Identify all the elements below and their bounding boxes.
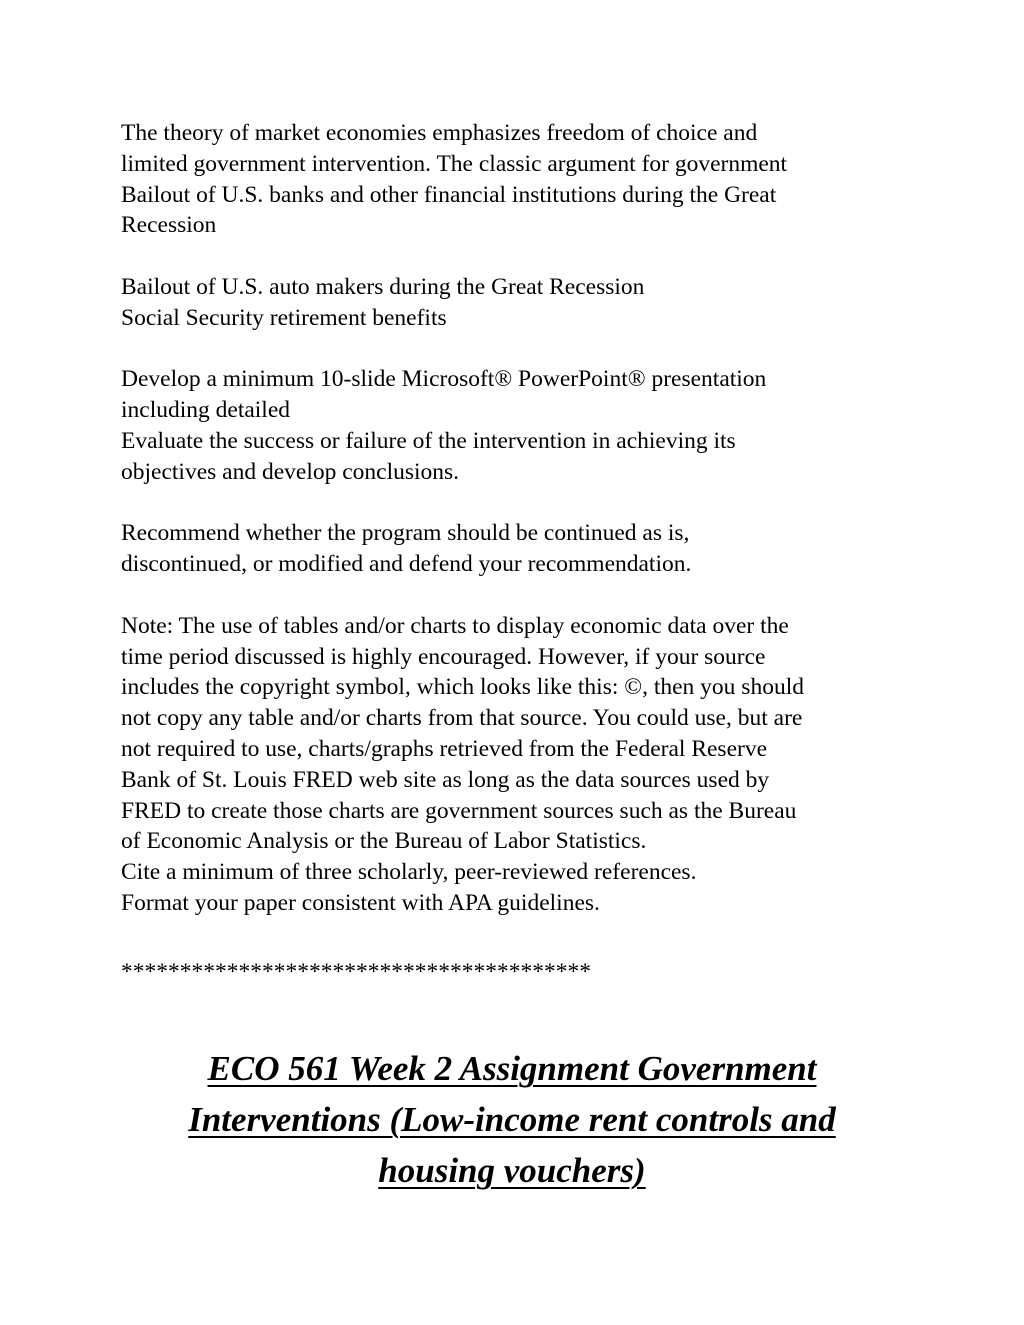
text-line: of Economic Analysis or the Bureau of Labor Statistics.: [121, 828, 647, 855]
text-line: includes the copyright symbol, which looks like this: ©, then you should: [121, 674, 804, 701]
text-line: Recession: [121, 212, 217, 239]
section-heading: [100, 1043, 924, 1196]
paragraph-topics: [121, 272, 911, 334]
text-line: objectives and develop conclusions.: [121, 458, 460, 485]
text-line: FRED to create those charts are government sources such as the Bureau: [121, 797, 797, 824]
text-line: limited government intervention. The classic argument for government: [121, 150, 788, 177]
text-line: Cite a minimum of three scholarly, peer-reviewed references.: [121, 859, 697, 886]
paragraph-develop: [121, 364, 911, 487]
text-line: Develop a minimum 10-slide Microsoft® PowerPoint® presentation: [121, 366, 767, 393]
text-line: Bailout of U.S. banks and other financial institutions during the Great: [121, 181, 777, 208]
heading-line: housing vouchers): [378, 1151, 646, 1190]
text-line: Format your paper consistent with APA guidelines.: [121, 889, 600, 916]
paragraph-note: [121, 611, 911, 919]
text-line: Bailout of U.S. auto makers during the Great Recession: [121, 273, 645, 300]
document-body: [121, 118, 911, 988]
text-line: discontinued, or modified and defend your recommendation.: [121, 551, 692, 578]
text-line: not copy any table and/or charts from that source. You could use, but are: [121, 705, 803, 732]
text-line: Bank of St. Louis FRED web site as long as the data sources used by: [121, 766, 770, 793]
text-line: Note: The use of tables and/or charts to display economic data over the: [121, 612, 789, 639]
paragraph-intro: [121, 118, 911, 241]
separator-stars: ****************************************: [121, 958, 591, 985]
text-line: time period discussed is highly encouraged. However, if your source: [121, 643, 766, 670]
heading-line: ECO 561 Week 2 Assignment Government: [207, 1049, 817, 1088]
text-line: Recommend whether the program should be continued as is,: [121, 520, 690, 547]
text-line: The theory of market economies emphasizes freedom of choice and: [121, 120, 758, 146]
paragraph-recommend: [121, 518, 911, 580]
text-line: not required to use, charts/graphs retrieved from the Federal Reserve: [121, 735, 768, 762]
heading-line: Interventions (Low-income rent controls and: [188, 1100, 836, 1139]
text-line: Evaluate the success or failure of the intervention in achieving its: [121, 427, 736, 454]
text-line: including detailed: [121, 397, 291, 424]
text-line: Social Security retirement benefits: [121, 304, 447, 331]
